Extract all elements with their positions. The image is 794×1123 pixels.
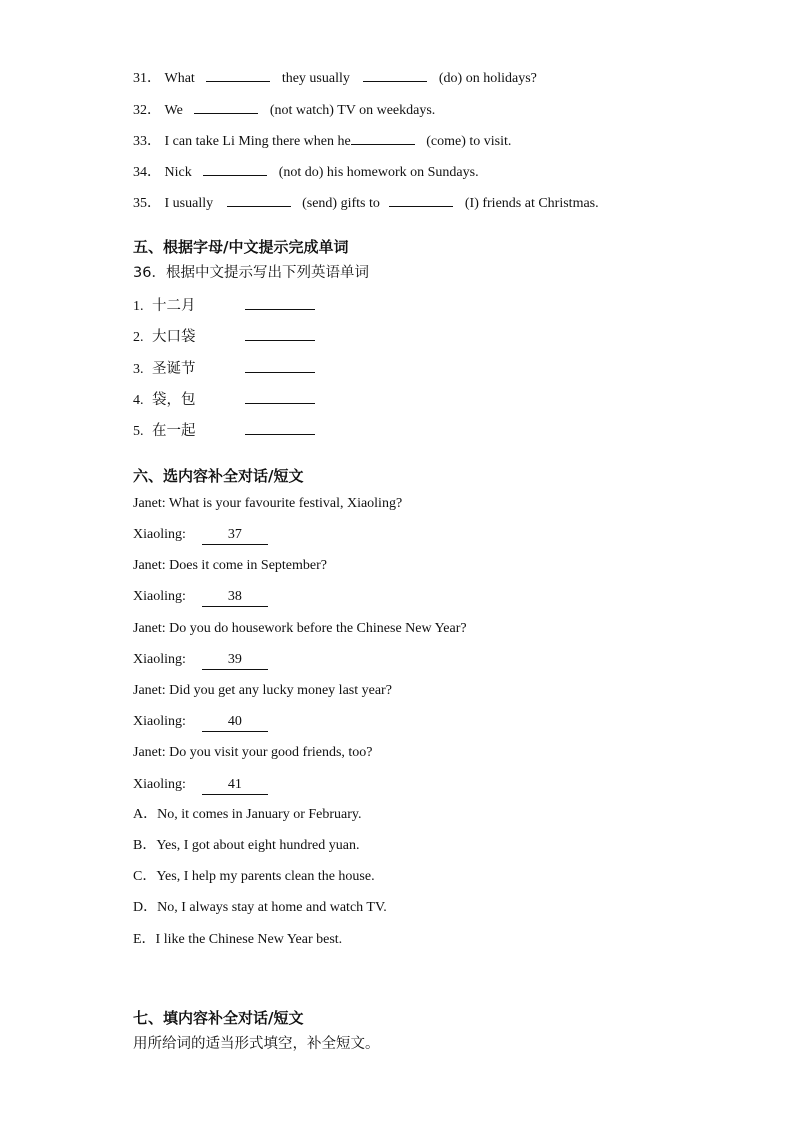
dialogue-line: Janet: What is your favourite festival, Xiaoling? — [133, 496, 403, 511]
answer-blank[interactable] — [245, 420, 315, 435]
item-chinese: 十二月 — [152, 298, 196, 314]
section-5-title: 五、根据字母/中文提示完成单词 — [133, 238, 349, 256]
dialogue-answer-line — [133, 651, 268, 670]
answer-blank[interactable] — [389, 192, 453, 207]
word-item — [133, 389, 315, 410]
answer-blank[interactable]: 40 — [202, 713, 268, 732]
question-34: 34． Nick (not do) his homework on Sundays. — [133, 161, 479, 182]
question-32: 32． We (not watch) TV on weekdays. — [133, 99, 435, 120]
word-item — [133, 358, 315, 379]
item-number: 2. — [133, 330, 144, 345]
speaker-label: Xiaoling: — [133, 714, 186, 729]
question-35: 35． I usually (send) gifts to (I) friends at Christmas. — [133, 192, 599, 213]
item-chinese: 圣诞节 — [152, 361, 196, 377]
question-36: 36．根据中文提示写出下列英语单词 — [133, 265, 369, 281]
word-item — [133, 326, 315, 347]
dialogue-line: Janet: Do you visit your good friends, too? — [133, 745, 373, 760]
speaker-label: Xiaoling: — [133, 527, 186, 542]
item-number: 5. — [133, 424, 144, 439]
option-item: B．Yes, I got about eight hundred yuan. — [133, 838, 360, 853]
answer-blank[interactable] — [245, 358, 315, 373]
word-item — [133, 420, 315, 441]
answer-blank[interactable] — [206, 67, 270, 82]
dialogue-answer-line — [133, 776, 268, 795]
answer-blank[interactable]: 39 — [202, 651, 268, 670]
section-7-title: 七、填内容补全对话/短文 — [133, 1009, 304, 1027]
option-item: C．Yes, I help my parents clean the house. — [133, 869, 375, 884]
speaker-label: Xiaoling: — [133, 589, 186, 604]
answer-blank[interactable]: 38 — [202, 588, 268, 607]
option-item: E．I like the Chinese New Year best. — [133, 932, 343, 947]
answer-blank[interactable] — [194, 99, 258, 114]
question-31: 31． What they usually (do) on holidays? — [133, 67, 537, 88]
dialogue-answer-line — [133, 588, 268, 607]
item-number: 3. — [133, 362, 144, 377]
answer-blank[interactable] — [351, 130, 415, 145]
speaker-label: Xiaoling: — [133, 777, 186, 792]
item-chinese: 袋，包 — [152, 392, 196, 408]
option-item: D．No, I always stay at home and watch TV. — [133, 900, 387, 915]
instruction: 用所给词的适当形式填空，补全短文。 — [133, 1036, 380, 1052]
dialogue-answer-line — [133, 713, 268, 732]
item-number: 1. — [133, 299, 144, 314]
answer-blank[interactable] — [245, 295, 315, 310]
item-chinese: 大口袋 — [152, 329, 196, 345]
answer-blank[interactable]: 37 — [202, 526, 268, 545]
answer-blank[interactable]: 41 — [202, 776, 268, 795]
answer-blank[interactable] — [245, 326, 315, 341]
answer-blank[interactable] — [203, 161, 267, 176]
dialogue-line: Janet: Does it come in September? — [133, 558, 327, 573]
dialogue-line: Janet: Do you do housework before the Chinese New Year? — [133, 621, 467, 636]
section-6-title: 六、选内容补全对话/短文 — [133, 467, 304, 485]
dialogue-answer-line — [133, 526, 268, 545]
word-item — [133, 295, 315, 316]
item-number: 4. — [133, 393, 144, 408]
dialogue-line: Janet: Did you get any lucky money last year? — [133, 683, 392, 698]
answer-blank[interactable] — [245, 389, 315, 404]
option-item: A．No, it comes in January or February. — [133, 807, 362, 822]
answer-blank[interactable] — [227, 192, 291, 207]
answer-blank[interactable] — [363, 67, 427, 82]
speaker-label: Xiaoling: — [133, 652, 186, 667]
question-33: 33． I can take Li Ming there when he (come) to visit. — [133, 130, 511, 151]
item-chinese: 在一起 — [152, 423, 196, 439]
